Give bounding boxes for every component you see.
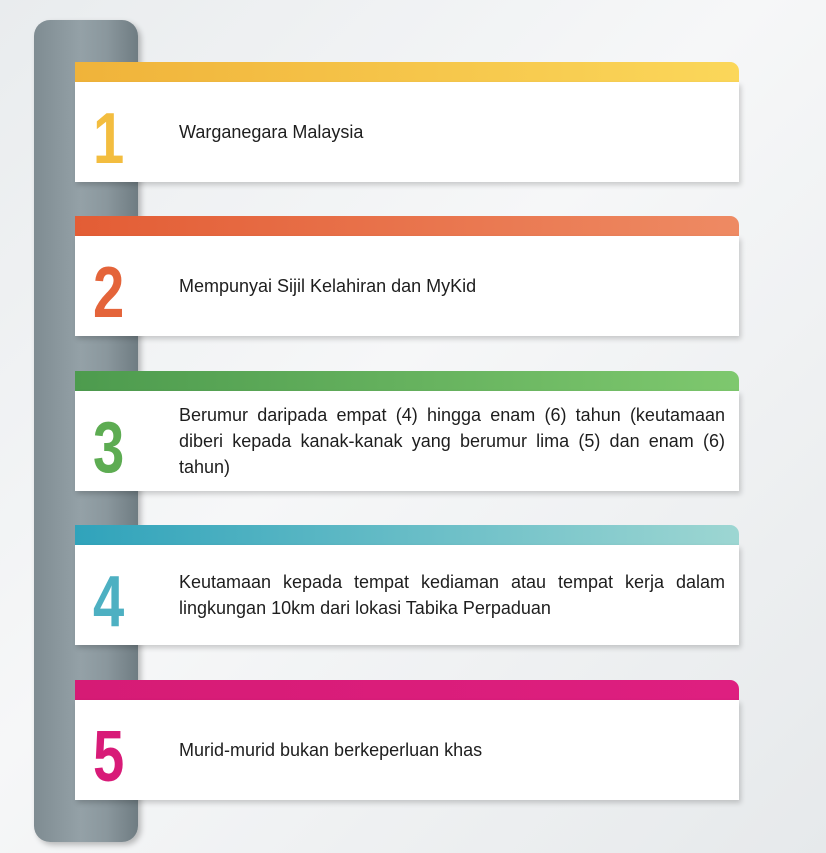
step-number: 2 bbox=[93, 253, 125, 333]
criteria-card bbox=[75, 236, 739, 336]
criteria-item-1 bbox=[75, 62, 739, 182]
criteria-text: Murid-murid bukan berkeperluan khas bbox=[179, 740, 483, 760]
step-number: 5 bbox=[93, 717, 125, 797]
color-bar bbox=[75, 216, 739, 236]
criteria-card bbox=[75, 391, 739, 491]
criteria-card bbox=[75, 82, 739, 182]
criteria-item-5 bbox=[75, 680, 739, 800]
color-bar bbox=[75, 62, 739, 82]
criteria-text: Mempunyai Sijil Kelahiran dan MyKid bbox=[179, 276, 477, 296]
criteria-item-4 bbox=[75, 525, 739, 645]
criteria-item-3 bbox=[75, 371, 739, 491]
criteria-card bbox=[75, 700, 739, 800]
step-number: 1 bbox=[93, 99, 125, 179]
criteria-text: Warganegara Malaysia bbox=[179, 122, 364, 142]
color-bar bbox=[75, 371, 739, 391]
step-number: 3 bbox=[93, 408, 125, 488]
criteria-text: Keutamaan kepada tempat kediaman atau tempat kerja dalam lingkungan 10km dari lokasi Tabika Perpaduan bbox=[179, 572, 725, 618]
color-bar bbox=[75, 525, 739, 545]
color-bar bbox=[75, 680, 739, 700]
step-number: 4 bbox=[93, 562, 125, 642]
criteria-item-2 bbox=[75, 216, 739, 336]
criteria-card bbox=[75, 545, 739, 645]
criteria-text: Berumur daripada empat (4) hingga enam (6) tahun (keutamaan diberi kepada kanak-kanak yang berumur lima (5) dan enam (6) tahun) bbox=[179, 405, 725, 477]
